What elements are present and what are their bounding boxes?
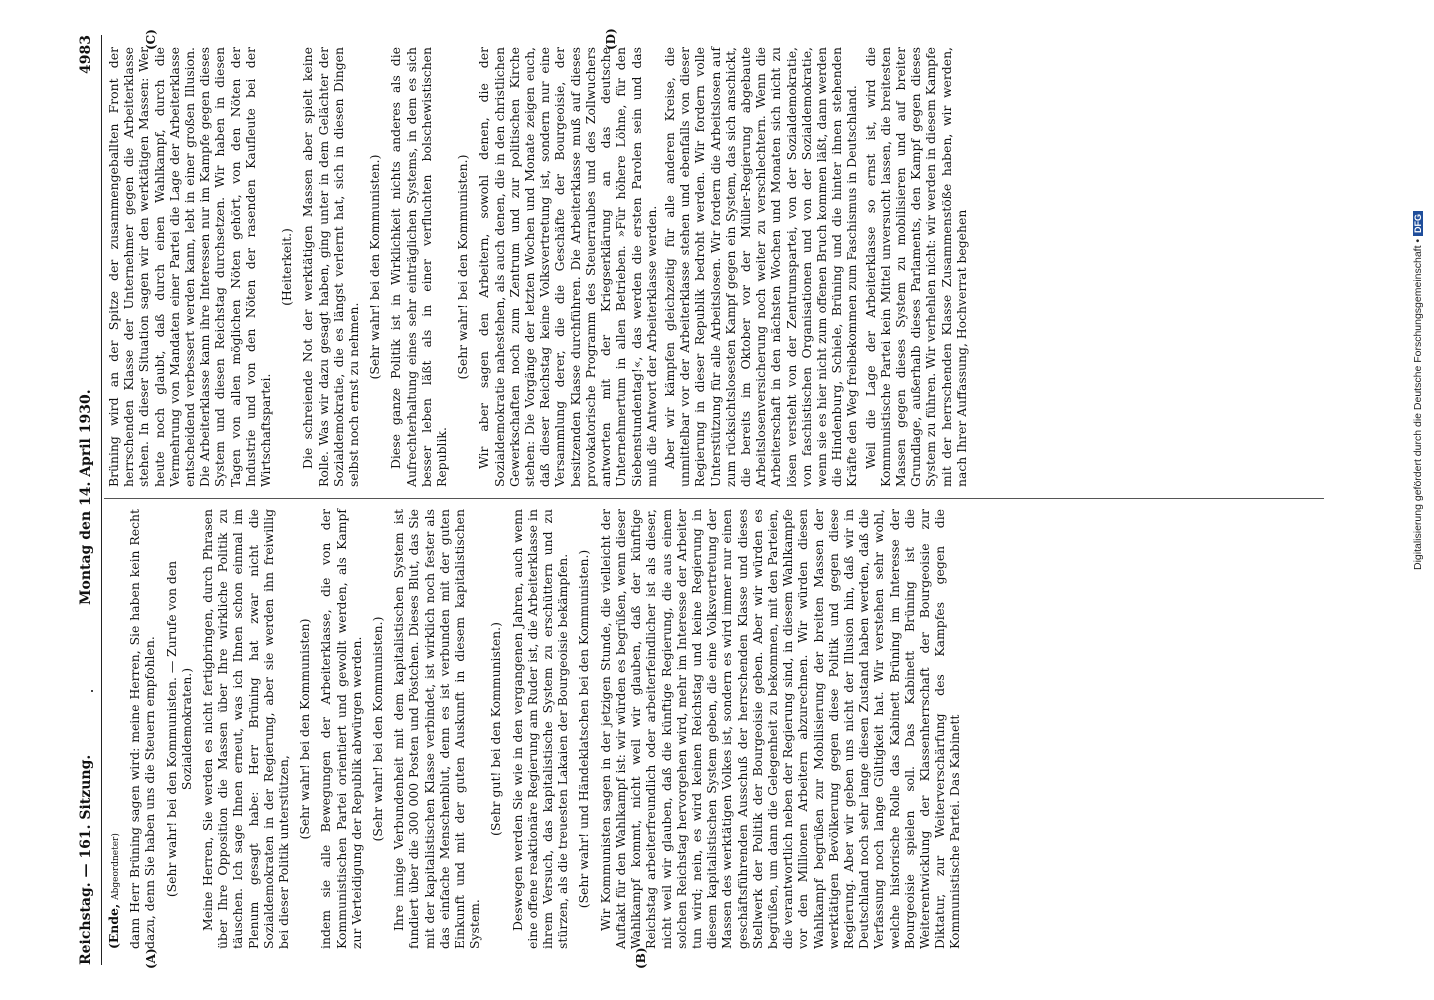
paragraph: Ihre innige Verbundenheit mit dem kapitalistischen System ist fundiert über die 300 000 Posten und Pöstchen. Dieses Blut, das Sie mit der kapitalistischen Klasse verbindet, ist wirklich noch fester als das einfache Menschenblut, denn es ist verbunden mit der guten Einkunft und mit der guten Auskunft in diesem kapitalistischen System.: [391, 509, 483, 949]
interjection: (Sehr gut! bei den Kommunisten.): [488, 622, 504, 836]
right-column: [106, 47, 972, 487]
margin-marker-b: (B): [634, 947, 648, 969]
header-rule: [101, 35, 102, 965]
paragraph: Meine Herren, Sie werden es nicht fertigbringen, durch Phrasen über Ihre Opposition die Massen über Ihre wirkliche Politik zu täuschen. Ich sage Ihnen erneut, was ich Ihnen schon einmal im Plenum gesagt habe: Herr Brüning hat zwar nicht die Sozialdemokraten in der Regierung, aber sie werden ihn freiwillig bei dieser Politik unterstützen,: [200, 509, 292, 949]
header-date: Montag den 14. April 1930.: [78, 389, 95, 605]
dfg-logo: DFG: [1413, 211, 1423, 236]
interjection: (Sehr wahr! bei den Kommunisten): [297, 618, 313, 840]
interjection: (Sehr wahr! bei den Kommunisten.): [367, 154, 383, 380]
header-left: Reichstag. — 161. Sitzung.: [78, 754, 95, 965]
paragraph: Wir Kommunisten sagen in der jetzigen Stunde, die vielleicht der Auftakt für den Wahlkampf ist: wir würden es begrüßen, wenn dieser Wahlkampf kommt, nicht weil wir glauben, daß der künftige Reichstag arbeiterfreundlich oder arbeiterfeindlicher ist als dieser, nicht weil wir glauben, daß die künftige Regierung, die aus einem solchen Reichstag hervorgehen wird, mehr im Interesse der Arbeiter tun wird; nein, es wird keinen Reichstag und keine Regierung in diesem kapitalistischen System geben, die eine Volksvertretung der Massen des werktätigen Volkes ist, sondern es wird immer nur einen geschäftsführenden Ausschuß der herrschenden Klasse und dieses Stellwerk der Politik der Bourgeoisie geben. Aber wir würden es begrüßen, um dann die Gelegenheit zu bekommen, mit den Parteien, die verantwortlich neben der Regierung sind, in diesem Wahlkampfe vor den Millionen Arbeitern abzurechnen. Wir würden diesen Wahlkampf begrüßen zur Mobilisierung der breiten Massen der werktätigen Bevölkerung gegen diese Politik und gegen diese Regierung. Aber wir geben uns nicht der Illusion hin, daß wir in Deutschland noch sehr lange diesen Zustand haben werden, daß die Verfassung noch lange Gültigkeit hat. Wir verstehen sehr wohl, welche historische Rolle das Kabinett Brüning im Interesse der Bourgeoisie spielen soll. Das Kabinett Brüning ist die Weiterentwicklung der Klassenherrschaft der Bourgeoisie zur Diktatur, zur Weiterverschärfung des Kampfes gegen die Kommunistische Partei. Das Kabinett: [597, 509, 963, 949]
paragraph: Aber wir kämpfen gleichzeitig für alle anderen Kreise, die unmittelbar vor der Arbeiterklasse stehen und ebenfalls von dieser Regierung in dieser Republik bedroht werden. Wir fordern volle Unterstützung für alle Arbeitslosen. Wir fordern die Arbeitslosen auf zum rücksichtslosesten Kampf gegen ein System, das sich anschickt, die bereits im Oktober vor der Müller-Regierung abgebaute Arbeitslosenversicherung noch weiter zu verschlechtern. Wenn die Arbeiterschaft in den nächsten Wochen und Monaten sich nicht zu lösen versteht von der Zentrumspartei, von der Sozialdemokratie, von faschistischen Organisationen und von der Sozialdemokratie, wenn sie es hier nicht zum offenen Bruch kommen läßt, dann werden die Hindenburg, Schiele, Brüning und die hinter ihnen stehenden Kräfte den Weg freibekommen zum Faschismus in Deutschland.: [661, 47, 860, 487]
page-header: [74, 35, 100, 965]
column-divider: [104, 498, 1324, 499]
interjection: (Sehr wahr! bei den Kommunisten.): [370, 616, 386, 842]
interjection: (Sehr wahr! und Händeklatschen bei den Kommunisten.): [576, 549, 592, 909]
interjection: (Heiterkeit.): [279, 228, 295, 306]
dfg-sidebar: [1412, 10, 1432, 570]
interjection: (Sehr wahr! bei den Kommunisten.): [455, 154, 471, 380]
sidebar-credit: [1412, 10, 1424, 570]
document-page: [74, 28, 1364, 969]
paragraph: indem sie alle Bewegungen der Arbeiterklasse, die von der Kommunistischen Partei orientiert und gewollt werden, als Kampf zur Verteidigung der Republik abwürgen werden.: [318, 509, 364, 949]
margin-marker-d: (D): [604, 28, 618, 50]
paragraph: Diese ganze Politik ist in Wirklichkeit nichts anderes als die Aufrechterhaltung eines sehr einträglichen Systems, in dem es sich besser leben läßt als in einer verfluchten bolschewistischen Republik.: [388, 47, 450, 487]
paragraph: Die schreiende Not der werktätigen Massen aber spielt keine Rolle. Was wir dazu gesagt haben, ging unter in dem Gelächter der Sozialdemokratie, die es längst verlernt hat, sich in diesen Dingen selbst noch ernst zu nehmen.: [300, 47, 362, 487]
paragraph: Deswegen werden Sie wie in den vergangenen Jahren, auch wenn eine offene reaktionäre Regierung am Ruder ist, die Arbeiterklasse in ihrem Versuch, das kapitalistische System zu erschüttern und zu stürzen, als die treuesten Lakaien der Bourgeoisie bekämpfen.: [509, 509, 571, 949]
margin-marker-a: (A): [144, 948, 158, 969]
page-number: 4983: [78, 35, 95, 74]
paragraph: Brüning wird an der Spitze der zusammengeballten Front der herrschenden Klasse der Unternehmer gegen die Arbeiterklasse stehen. In dieser Situation sagen wir den werktätigen Massen: Wer heute noch glaubt, daß durch einen Wahlkampf, durch die Vermehrung von Mandaten einer Partei die Lage der Arbeiterklasse entscheidend verbessert werden kann, lebt in einer großen Illusion. Die Arbeiterklasse kann ihre Interessen nur im Kampfe gegen dieses System und diesen Reichstag durchsetzen. Wir haben in diesen Tagen von allen möglichen Nöten gehört, von den Nöten der Industrie und von den Nöten der rasenden Kaufleute bei der Wirtschaftspartei.: [106, 47, 274, 487]
interjection: (Sehr wahr! bei den Kommunisten. — Zurufe von den Sozialdemokraten.): [163, 560, 194, 898]
margin-marker-c: (C): [144, 29, 158, 50]
left-column: [106, 509, 966, 949]
speaker-line: [106, 509, 124, 949]
speaker-role: Abgeordneter): [111, 833, 121, 900]
paragraph: dann Herr Brüning sagen wird: meine Herren, Sie haben kein Recht dazu, denn Sie haben uns die Steuern empfohlen.: [127, 509, 158, 949]
sidebar-credit-text: Digitalisierung gefördert durch die Deutsche Forschungsgemeinschaft •: [1412, 238, 1424, 570]
speaker-name: (Ende,: [106, 903, 121, 949]
paragraph: Weil die Lage der Arbeiterklasse so ernst ist, wird die Kommunistische Partei kein Mittel unversucht lassen, die breitesten Massen gegen dieses System zu mobilisieren und auf breiter Grundlage, außerhalb dieses Parlaments, den Kampf gegen dieses System zu führen. Wir verhehlen nicht: wir werden in diesem Kampfe mit der herrschenden Klasse Zusammenstöße haben, wir werden, nach Ihrer Auffassung, Hochverrat begehen: [862, 47, 969, 487]
paragraph: Wir aber sagen den Arbeitern, sowohl denen, die der Sozialdemokratie nahestehen, als auch denen, die in den christlichen Gewerkschaften noch zum Zentrum und zur politischen Kirche stehen: Die Vorgänge der letzten Wochen und Monate zeigen euch, daß dieser Reichstag keine Volksvertretung ist, sondern nur eine Versammlung derer, die die Geschäfte der Bourgeoisie, der besitzenden Klasse durchführen. Die Arbeiterklasse muß auf dieses provokatorische Programm des Steuerraubes und des Zollwuchers antworten mit der Kriegserklärung an das deutsche Unternehmertum in allen Betrieben. »Für höhere Löhne, für den Siebenstundentag!«, das werden die ersten Parolen sein und das muß die Antwort der Arbeiterklasse werden.: [476, 47, 659, 487]
